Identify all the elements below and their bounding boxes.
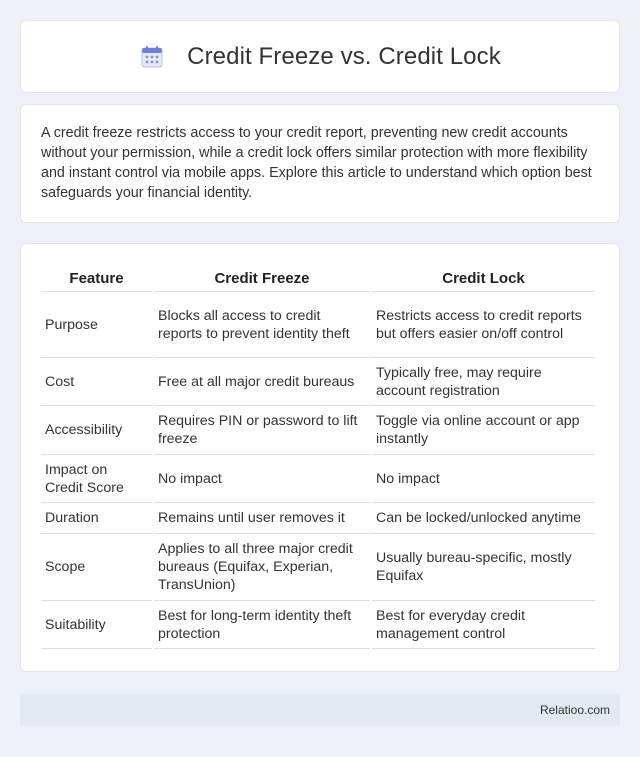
table-row (41, 292, 595, 358)
title-wrap (139, 43, 501, 71)
freeze-cell: Remains until user removes it (154, 503, 370, 534)
lock-cell: Restricts access to credit reports but offers easier on/off control (372, 292, 595, 358)
lock-cell: Can be locked/unlocked anytime (372, 503, 595, 534)
page-title: Credit Freeze vs. Credit Lock (187, 42, 501, 70)
table-row (41, 358, 595, 406)
table-header-row (41, 262, 595, 292)
footer-brand-link[interactable]: Relatioo.com (539, 703, 610, 717)
lock-cell: Best for everyday credit management control (372, 601, 595, 649)
lock-cell: Typically free, may require account registration (372, 358, 595, 406)
footer (20, 694, 620, 726)
intro-card (20, 104, 620, 223)
calendar-icon (139, 44, 165, 70)
table-row (41, 601, 595, 649)
freeze-cell: Blocks all access to credit reports to prevent identity theft (154, 292, 370, 358)
feature-cell: Impact on Credit Score (41, 455, 152, 503)
table-row (41, 406, 595, 455)
header-credit-freeze: Credit Freeze (154, 262, 370, 292)
intro-paragraph: A credit freeze restricts access to your credit report, preventing new credit accounts without your permission, while a credit lock offers similar protection with more flexibility and instant control via mobile apps. Explore this article to understand which option best safeguards your financial identity. (41, 125, 592, 201)
freeze-cell: Requires PIN or password to lift freeze (154, 406, 370, 455)
table-row (41, 455, 595, 503)
freeze-cell: Applies to all three major credit bureaus (Equifax, Experian, TransUnion) (154, 534, 370, 601)
lock-cell: Toggle via online account or app instantly (372, 406, 595, 455)
feature-cell: Cost (41, 358, 152, 406)
header-feature: Feature (41, 262, 152, 292)
feature-cell: Suitability (41, 601, 152, 649)
feature-cell: Duration (41, 503, 152, 534)
freeze-cell: No impact (154, 455, 370, 503)
title-card (20, 20, 620, 93)
comparison-table (39, 262, 597, 649)
freeze-cell: Best for long-term identity theft protection (154, 601, 370, 649)
lock-cell: Usually bureau-specific, mostly Equifax (372, 534, 595, 601)
feature-cell: Accessibility (41, 406, 152, 455)
table-row (41, 534, 595, 601)
table-card (20, 243, 620, 672)
feature-cell: Purpose (41, 292, 152, 358)
table-row (41, 503, 595, 534)
lock-cell: No impact (372, 455, 595, 503)
header-credit-lock: Credit Lock (372, 262, 595, 292)
freeze-cell: Free at all major credit bureaus (154, 358, 370, 406)
feature-cell: Scope (41, 534, 152, 601)
